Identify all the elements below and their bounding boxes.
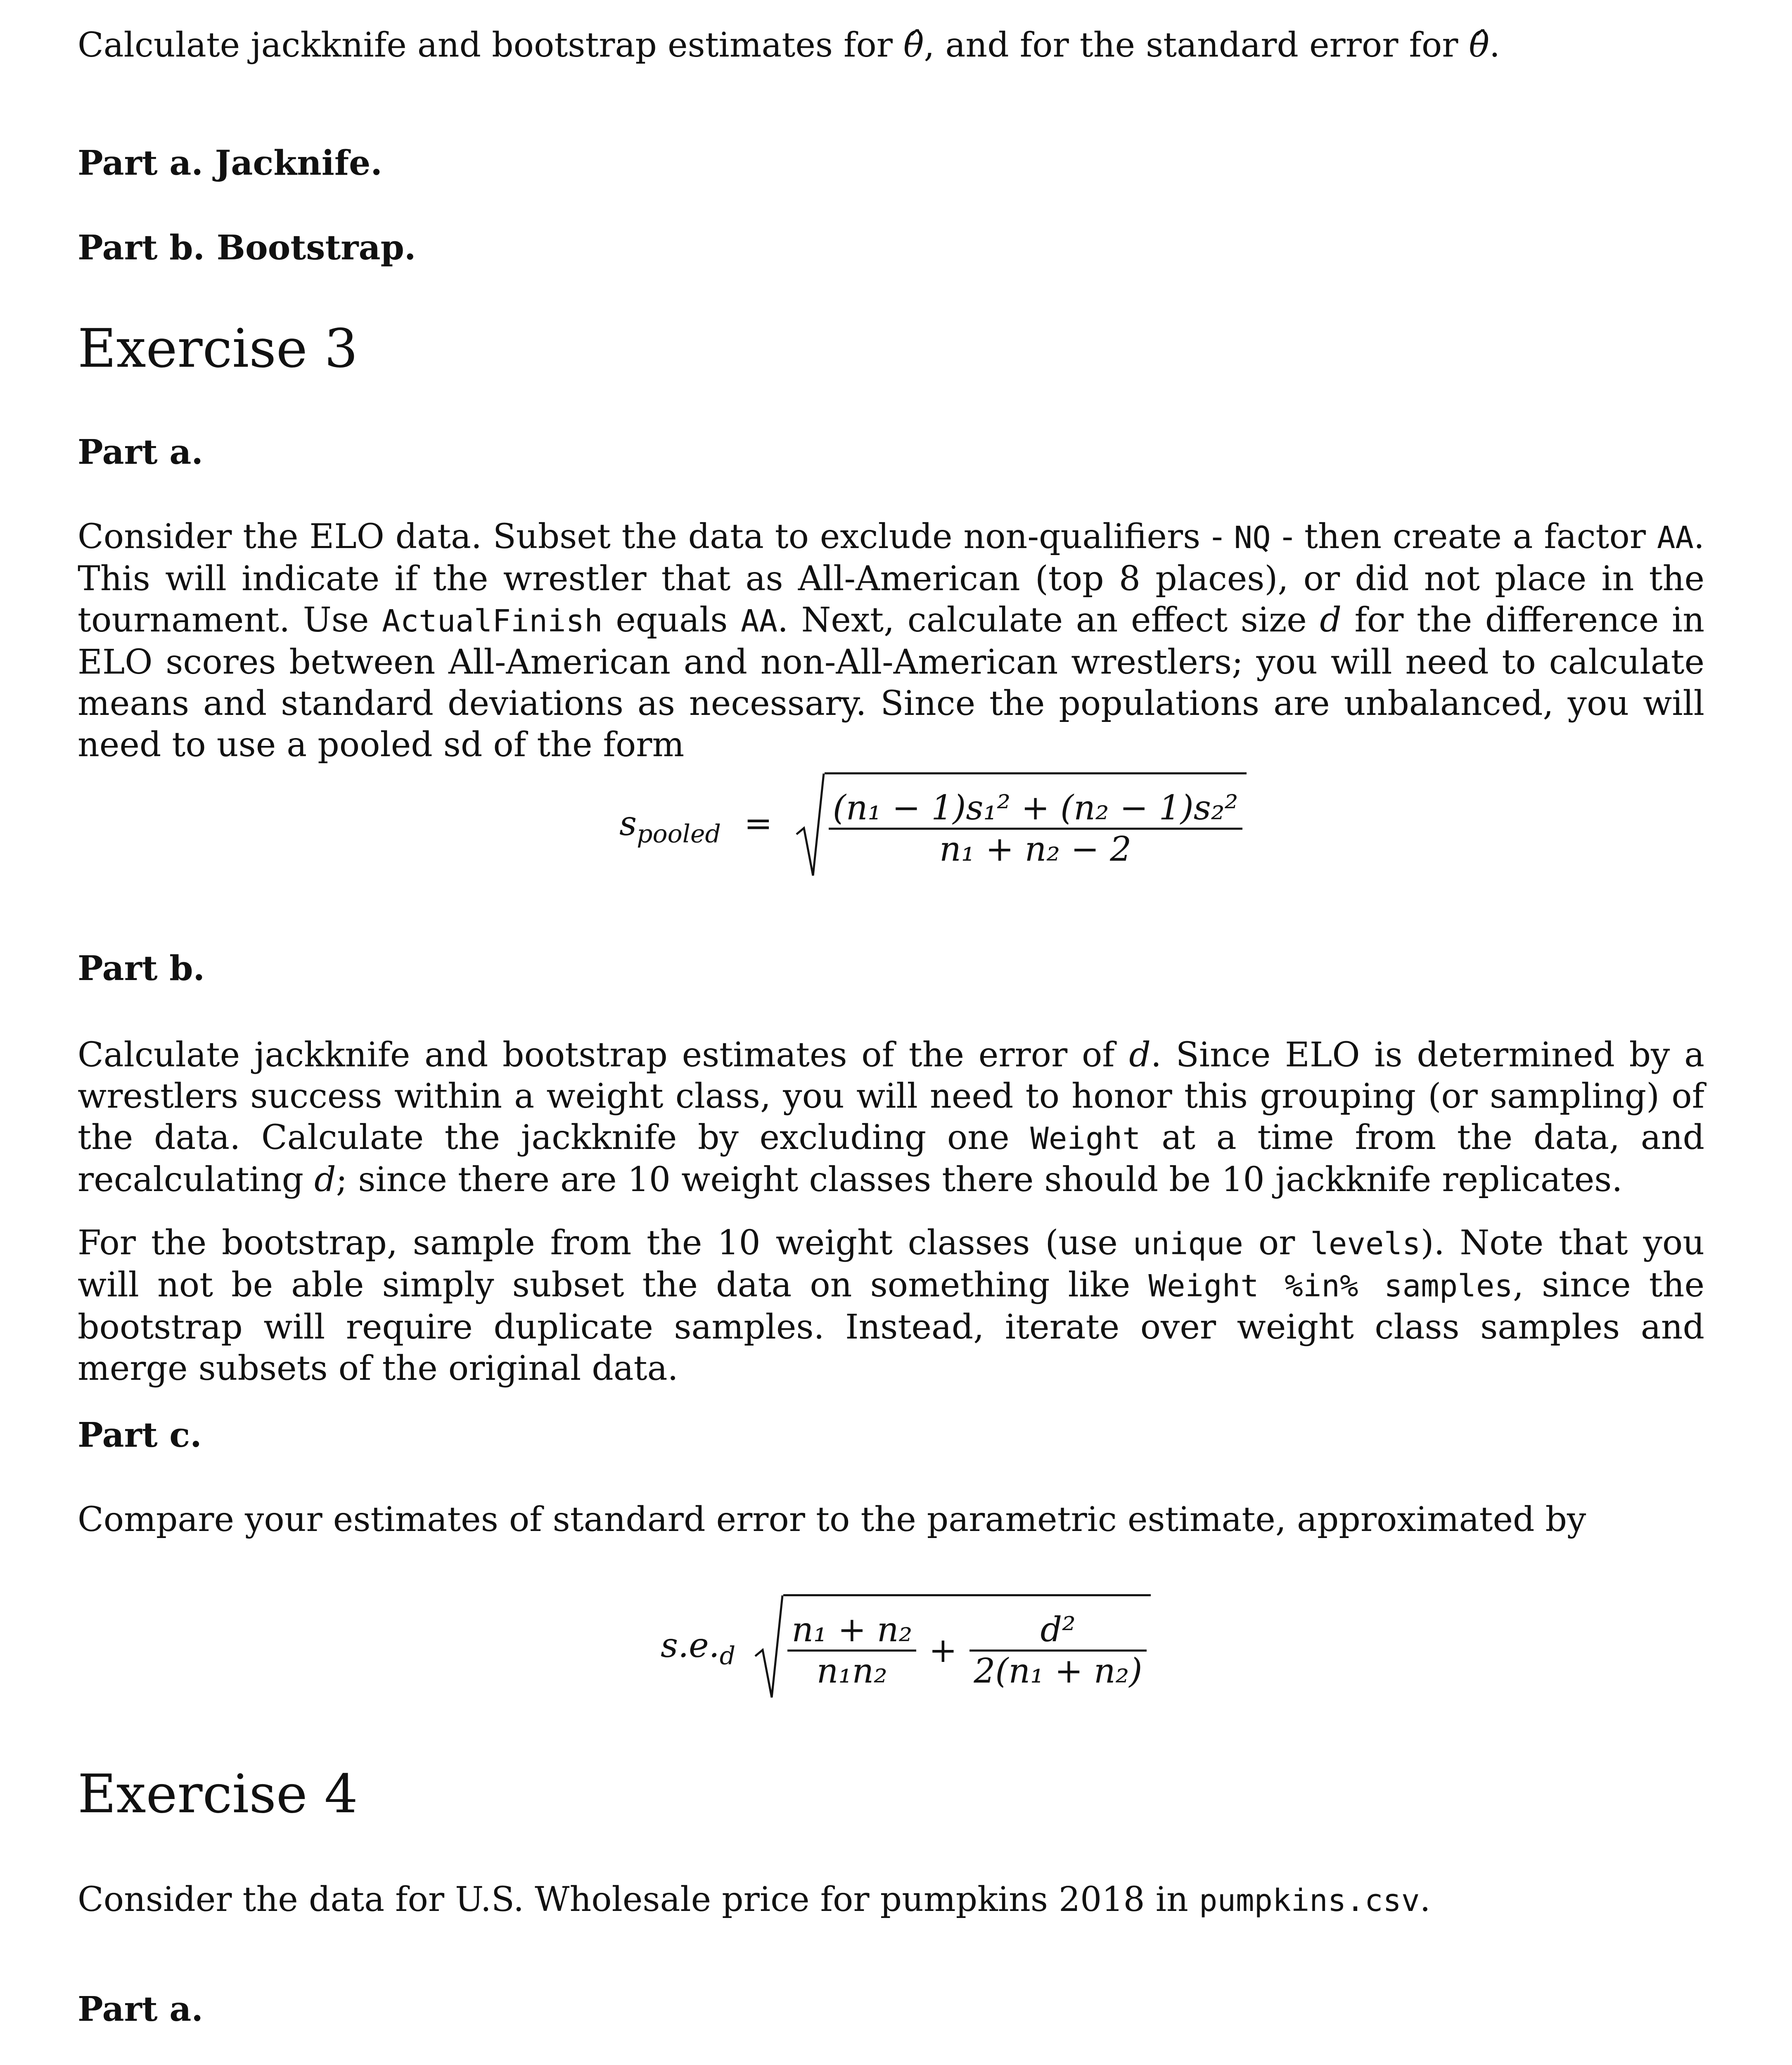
ex3-part-a-paragraph (78, 516, 1704, 766)
ex3-part-c-paragraph: Compare your estimates of standard error to the parametric estimate, approximated by (78, 1500, 1586, 1539)
intro-text: , and for the standard error for (924, 26, 1469, 65)
text: - then create a factor (1271, 517, 1657, 556)
math-variable: s.e. (661, 1626, 720, 1665)
math-variable: s (619, 804, 637, 843)
part-a-jacknife-heading: Part a. Jacknife. (78, 143, 382, 183)
formula-lhs (619, 804, 721, 848)
fraction-numerator: n₁ + n₂ (787, 1610, 916, 1652)
exercise-3-heading: Exercise 3 (78, 318, 358, 380)
ex3-part-c-heading: Part c. (78, 1415, 202, 1455)
pooled-sd-formula (619, 772, 1247, 880)
inline-code: Weight (1030, 1121, 1141, 1156)
radical-sign-icon (754, 1594, 783, 1702)
ex3-part-a-heading: Part a. (78, 432, 203, 472)
text: at a time from the data, and recalculating (78, 1118, 1704, 1199)
ex3-part-b-paragraph-1 (78, 1035, 1704, 1201)
inline-code: ActualFinish (382, 603, 603, 639)
intro-text: Calculate jackknife and bootstrap estimates for (78, 26, 903, 65)
formula-lhs (661, 1626, 736, 1670)
se-fraction-2 (969, 1610, 1146, 1691)
inline-code: AA (740, 603, 777, 639)
text: equals (602, 601, 741, 640)
text: for the difference in ELO scores between All-American and non-All-American wrestlers; you will need to calculate means and standard deviations as necessary. Since the populations are unbalanced, you will need to use a pooled sd of the form (78, 601, 1705, 764)
inline-code: AA (1657, 520, 1694, 555)
math-variable: d (1320, 601, 1342, 640)
ex4-paragraph (78, 1879, 1704, 1921)
subscript: pooled (637, 819, 721, 848)
text: Consider the ELO data. Subset the data to exclude non-qualifiers - (78, 517, 1234, 556)
inline-code: levels (1310, 1226, 1421, 1262)
fraction-denominator: 2(n₁ + n₂) (974, 1652, 1143, 1691)
square-root (796, 772, 1247, 880)
equals-sign: = (744, 804, 773, 843)
fraction-denominator: n₁ + n₂ − 2 (939, 830, 1132, 869)
square-root (754, 1594, 1150, 1702)
ex3-part-b-heading: Part b. (78, 949, 205, 988)
pooled-fraction (829, 788, 1242, 869)
text: . Since ELO is determined by a wrestlers success within a weight class, you will need to honor this grouping (or sampling) of the data. Calculate the jackknife by excluding one (78, 1035, 1704, 1157)
radicand (783, 1594, 1150, 1702)
inline-code: pumpkins.csv (1199, 1883, 1420, 1918)
inline-code: Weight %in% samples (1148, 1268, 1513, 1304)
ex4-part-a-heading: Part a. (78, 1989, 203, 2029)
intro-sentence (78, 25, 1704, 66)
text: . (1420, 1880, 1431, 1919)
theta-hat-symbol: θ̂ (1469, 26, 1489, 65)
text: ). Note that you will not be able simply subset the data on something like (78, 1223, 1704, 1305)
text: Calculate jackknife and bootstrap estimates of the error of (78, 1035, 1129, 1075)
text: Consider the data for U.S. Wholesale price for pumpkins 2018 in (78, 1880, 1199, 1919)
text: ; since there are 10 weight classes there should be 10 jackknife replicates. (336, 1160, 1623, 1199)
text: or (1243, 1223, 1311, 1263)
text: , since the bootstrap will require duplicate samples. Instead, iterate over weight class samples and merge subsets of the original data. (78, 1265, 1705, 1388)
subscript: d (719, 1641, 736, 1670)
se-fraction-1 (787, 1610, 916, 1691)
intro-text: . (1489, 26, 1500, 65)
fraction-numerator: (n₁ − 1)s₁² + (n₂ − 1)s₂² (829, 788, 1242, 830)
text: . This will indicate if the wrestler that as All-American (top 8 places), or did not place in the tournament. Use (78, 517, 1704, 640)
theta-hat-symbol: θ̂ (903, 26, 924, 65)
plus-sign: + (929, 1631, 958, 1670)
radical-sign-icon (796, 772, 825, 880)
text: For the bootstrap, sample from the 10 weight classes (use (78, 1223, 1133, 1263)
math-variable: d (1129, 1035, 1151, 1075)
exercise-4-heading: Exercise 4 (78, 1764, 358, 1825)
fraction-numerator: d² (969, 1610, 1146, 1652)
radicand (825, 772, 1247, 880)
inline-code: unique (1133, 1226, 1243, 1262)
inline-code: NQ (1234, 520, 1271, 555)
se-d-formula (661, 1594, 1151, 1702)
ex3-part-b-paragraph-2 (78, 1222, 1704, 1389)
part-b-bootstrap-heading: Part b. Bootstrap. (78, 228, 416, 268)
fraction-denominator: n₁n₂ (816, 1652, 888, 1691)
text: . Next, calculate an effect size (777, 601, 1320, 640)
math-variable: d (314, 1160, 336, 1199)
